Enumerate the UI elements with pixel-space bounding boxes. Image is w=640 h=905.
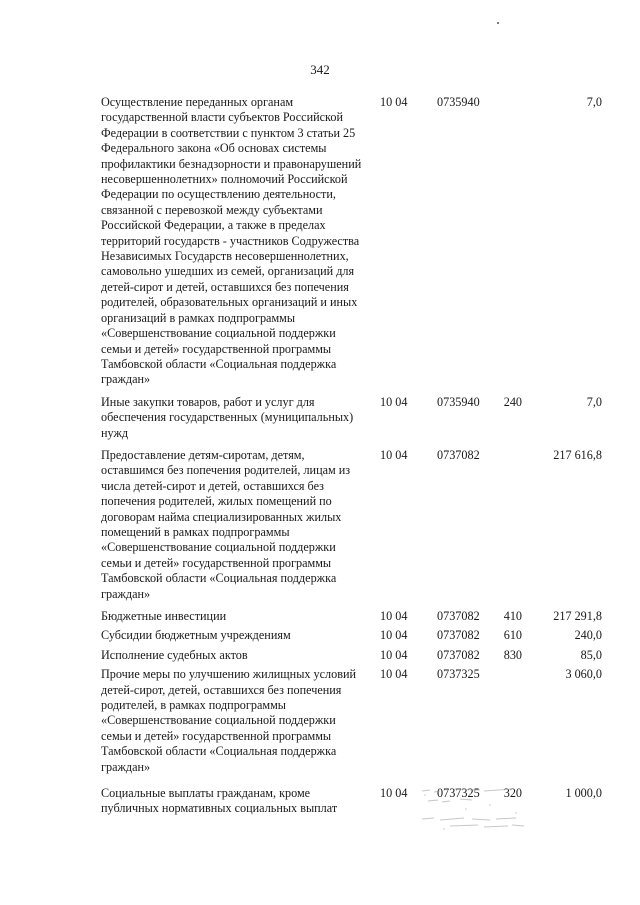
row-kind: 830 — [503, 647, 522, 662]
row-code: 0737082 — [437, 447, 480, 462]
row-section: 10 04 — [380, 609, 408, 623]
row-kind: 320 — [503, 786, 522, 801]
scan-speck — [497, 22, 499, 24]
row-amount: 240,0 — [574, 628, 602, 643]
row-amount: 7,0 — [586, 95, 602, 109]
row-section: 10 04 — [380, 667, 408, 682]
row-section: 10 04 — [380, 786, 408, 801]
row-code: 0737082 — [437, 609, 480, 623]
page-number: 342 — [310, 62, 330, 77]
row-description: Иные закупки товаров, работ и услуг для обеспечения государственных (муниципальных) нужд — [101, 394, 354, 440]
row-code: 0737082 — [437, 647, 480, 662]
row-description: Прочие меры по улучшению жилищных условий детей-сирот, детей, оставшихся без попечения родителей, в рамках подпрограммы «Совершенствование социальной поддержки семьи и детей» государственной программы Тамбовской области «Социальная поддержка граждан» — [101, 667, 357, 774]
table-row — [0, 786, 640, 817]
row-code: 0737325 — [437, 786, 480, 801]
row-kind: 610 — [503, 628, 522, 643]
row-description: Субсидии бюджетным учреждениям — [101, 628, 291, 643]
row-description: Бюджетные инвестиции — [101, 609, 227, 623]
row-description: Социальные выплаты гражданам, кроме публичных нормативных социальных выплат — [101, 786, 338, 816]
table-row — [0, 395, 640, 441]
row-code: 0737082 — [437, 628, 480, 643]
row-amount: 85,0 — [580, 647, 602, 662]
row-description: Исполнение судебных актов — [101, 647, 248, 662]
row-code: 0735940 — [437, 394, 480, 409]
table-row — [0, 648, 640, 663]
row-amount: 217 291,8 — [553, 609, 602, 623]
row-description: Предоставление детям-сиротам, детям, оставшимся без попечения родителей, лицам из числа детей-сирот и детей, оставшихся без попечения родителей, жилых помещений по договорам найма специализированных жилых помещений в рамках подпрограммы «Совершенствование социальной поддержки семьи и детей» государственной программы Тамбовской области «Социальная поддержка граждан» — [101, 447, 351, 601]
table-row — [0, 667, 640, 775]
row-amount: 3 060,0 — [565, 667, 602, 682]
row-code: 0735940 — [437, 95, 480, 109]
budget-table — [0, 95, 640, 823]
row-section: 10 04 — [380, 447, 408, 462]
table-row — [0, 609, 640, 624]
row-section: 10 04 — [380, 647, 408, 662]
table-row — [0, 95, 640, 388]
table-row — [0, 628, 640, 643]
row-amount: 217 616,8 — [553, 447, 602, 462]
row-kind: 410 — [503, 609, 522, 623]
row-section: 10 04 — [380, 394, 408, 409]
row-code: 0737325 — [437, 667, 480, 682]
row-amount: 1 000,0 — [565, 786, 602, 801]
row-section: 10 04 — [380, 628, 408, 643]
row-description: Осуществление переданных органам государственной власти субъектов Российской Федерации в соответствии с пунктом 3 статьи 25 Федерального закона «Об основах системы профилактики безнадзорности и правонарушений несовершеннолетних» полномочий Российской Федерации по осуществлению деятельности, связанной с перевозкой между субъектами Российской Федерации, а также в пределах территорий государств - участников Содружества Независимых Государств несовершеннолетних, самовольно ушедших из семей, организаций для детей-сирот и детей, оставшихся без попечения родителей, образовательных организаций и иных организаций в рамках подпрограммы «Совершенствование социальной поддержки семьи и детей» государственной программы Тамбовской области «Социальная поддержка граждан» — [101, 95, 362, 387]
row-kind: 240 — [503, 394, 522, 409]
row-amount: 7,0 — [586, 394, 602, 409]
row-section: 10 04 — [380, 95, 408, 109]
table-row — [0, 448, 640, 602]
